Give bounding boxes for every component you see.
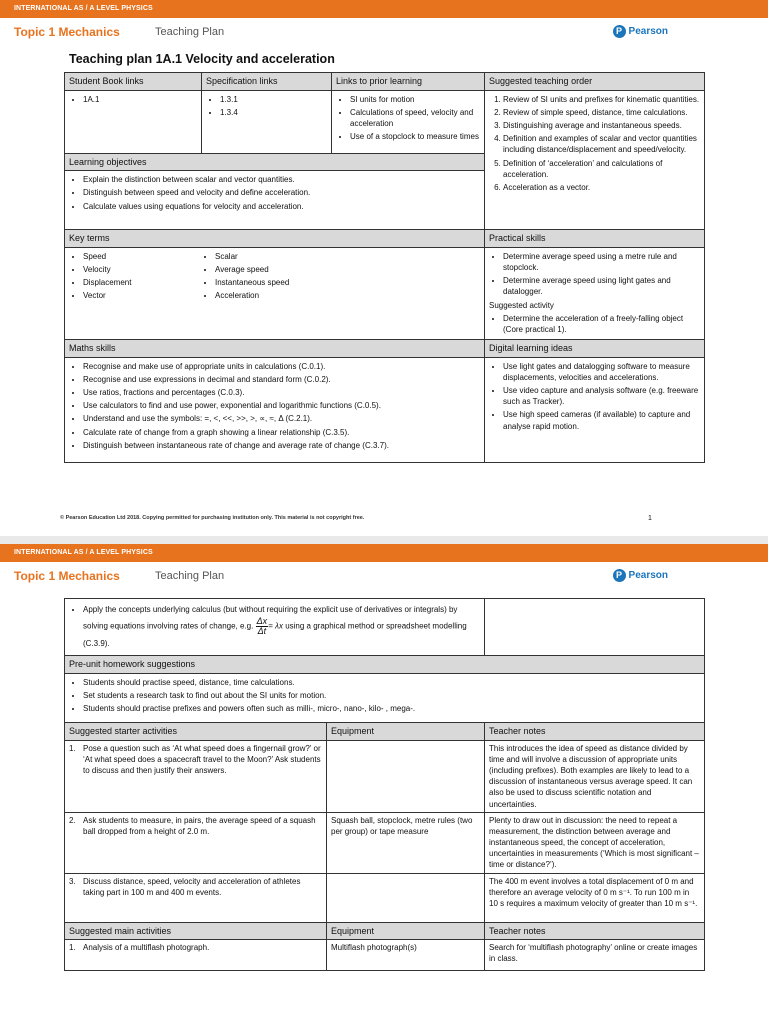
key-term: • Average speed xyxy=(215,264,333,275)
pearson-logo-icon: P xyxy=(613,25,626,38)
table-row xyxy=(65,812,705,873)
teaching-plan-label: Teaching Plan xyxy=(155,26,225,38)
fraction-denominator: Δt xyxy=(257,626,267,637)
starter-notes: The 400 m event involves a total displacement of 0 m and therefore an average velocity of 0 m s⁻¹. To run 100 m in 10 s requires a maximum velocity of greater than 10 m s⁻¹. xyxy=(485,873,705,922)
fraction-numerator: Δx xyxy=(256,616,268,627)
course-banner: INTERNATIONAL AS / A LEVEL PHYSICS xyxy=(0,0,768,18)
teaching-step: 3. Distinguishing average and instantaneous speeds. xyxy=(503,120,700,131)
pearson-logo xyxy=(613,569,668,582)
suggested-activity-label: Suggested activity xyxy=(489,300,554,310)
spec-link: • 1.3.4 xyxy=(220,107,327,118)
digital-idea: • Use light gates and datalogging software to measure displacements, velocities and accelerations. xyxy=(503,361,700,383)
main-notes: Search for ‘multiflash photography’ online or create images in class. xyxy=(485,940,705,971)
practical-skill: • Determine average speed using a metre rule and stopclock. xyxy=(503,251,700,273)
starter-activity-cell xyxy=(65,812,327,873)
teaching-step: 6. Acceleration as a vector. xyxy=(503,182,700,193)
practical-header: Practical skills xyxy=(485,230,705,248)
book-links-header: Student Book links xyxy=(65,73,202,91)
starter-activities-header: Suggested starter activities xyxy=(65,722,327,740)
pearson-logo-text: Pearson xyxy=(628,26,668,37)
table-row xyxy=(65,940,705,971)
starter-equipment xyxy=(327,740,485,812)
table-row xyxy=(65,740,705,812)
maths-skill: • Use ratios, fractions and percentages (C.0.3). xyxy=(83,387,480,398)
book-link: • 1A.1 xyxy=(83,94,197,105)
teaching-step: 4. Definition and examples of scalar and vector quantities including distance/displacement and speed/velocity. xyxy=(503,133,700,155)
starter-notes: This introduces the idea of speed as distance divided by time and will involve a discussion of appropriate units (including prefixes). Both examples are likely to lead to a discussion of instantaneous versus average speed. It can also be used to discuss scientific notation and uncertainties. xyxy=(485,740,705,812)
prior-links-header: Links to prior learning xyxy=(332,73,485,91)
starter-equipment xyxy=(327,873,485,922)
calculus-text-a: Apply the concepts underlying calculus (but without requiring the explicit use of derivatives or integrals) by solving equations involving rates of change, e.g. xyxy=(83,605,458,631)
maths-skill: • Use calculators to find and use power, exponential and logarithmic functions (C.0.5). xyxy=(83,400,480,411)
key-term: • Velocity xyxy=(83,264,201,275)
maths-skill: • Recognise and make use of appropriate units in calculations (C.0.1). xyxy=(83,361,480,372)
main-activity-cell xyxy=(65,940,327,971)
key-terms-header: Key terms xyxy=(65,230,485,248)
maths-skill: • Understand and use the symbols: =, <, <<, >>, >, ∝, ≈, Δ (C.2.1). xyxy=(83,413,480,424)
topic-title: Topic 1 Mechanics xyxy=(14,25,120,39)
digital-cell xyxy=(485,357,705,462)
starter-activity: Pose a question such as ‘At what speed does a fingernail grow?’ or ‘At what speed does a spacecraft travel to the Moon?’ Ask students to discuss and then justify their answers. xyxy=(83,743,321,775)
pearson-logo-text: Pearson xyxy=(628,570,668,581)
main-number: 1. xyxy=(69,943,76,953)
digital-idea: • Use high speed cameras (if available) to capture and analyse rapid motion. xyxy=(503,409,700,431)
spec-links-cell xyxy=(202,90,332,153)
key-term: • Instantaneous speed xyxy=(215,277,333,288)
starter-activity-cell xyxy=(65,740,327,812)
calculus-equation: = λx xyxy=(268,621,283,631)
starter-number: 2. xyxy=(69,815,76,825)
key-term: • Acceleration xyxy=(215,290,333,301)
objective: • Distinguish between speed and velocity and define acceleration. xyxy=(83,187,480,198)
page-header xyxy=(0,18,768,46)
maths-skill: • Calculate rate of change from a graph showing a linear relationship (C.3.5). xyxy=(83,427,480,438)
starter-equipment-header: Equipment xyxy=(327,722,485,740)
key-term: • Displacement xyxy=(83,277,201,288)
suggested-activity: • Determine the acceleration of a freely-falling object (Core practical 1). xyxy=(503,313,700,335)
course-banner: INTERNATIONAL AS / A LEVEL PHYSICS xyxy=(0,544,768,562)
key-term: • Speed xyxy=(83,251,201,262)
key-terms-cell xyxy=(65,247,485,339)
maths-skill xyxy=(83,602,480,651)
practical-cell xyxy=(485,247,705,339)
digital-header: Digital learning ideas xyxy=(485,340,705,358)
teaching-order-cell xyxy=(485,90,705,230)
starter-activity: Discuss distance, speed, velocity and acceleration of athletes taking part in 100 m and 400 m events. xyxy=(83,876,301,897)
starter-equipment: Squash ball, stopclock, metre rules (two per group) or tape measure xyxy=(327,812,485,873)
objective: • Explain the distinction between scalar and vector quantities. xyxy=(83,174,480,185)
page-number: 1 xyxy=(648,515,652,522)
homework-item: • Students should practise speed, distance, time calculations. xyxy=(83,677,700,688)
calculus-cell xyxy=(65,599,485,656)
prior-link: • SI units for motion xyxy=(350,94,480,105)
prior-links-cell xyxy=(332,90,485,153)
empty-cell xyxy=(485,599,705,656)
digital-idea: • Use video capture and analysis software (e.g. freeware such as Tracker). xyxy=(503,385,700,407)
objectives-cell xyxy=(65,171,485,230)
homework-item: • Students should practise prefixes and powers often such as milli-, micro-, nano-, kilo- , mega-. xyxy=(83,703,700,714)
spec-link: • 1.3.1 xyxy=(220,94,327,105)
topic-title: Topic 1 Mechanics xyxy=(14,569,120,583)
teaching-step: 5. Definition of ‘acceleration’ and calculations of acceleration. xyxy=(503,158,700,180)
objectives-header: Learning objectives xyxy=(65,153,485,171)
key-term: • Vector xyxy=(83,290,201,301)
spec-links-header: Specification links xyxy=(202,73,332,91)
page-header xyxy=(0,562,768,590)
homework-item: • Set students a research task to find out about the SI units for motion. xyxy=(83,690,700,701)
objective: • Calculate values using equations for velocity and acceleration. xyxy=(83,201,480,212)
table-row xyxy=(65,873,705,922)
starter-number: 1. xyxy=(69,743,76,753)
homework-header: Pre-unit homework suggestions xyxy=(65,656,705,674)
main-activity: Analysis of a multiflash photograph. xyxy=(83,943,210,953)
activities-table xyxy=(64,598,705,971)
practical-skill: • Determine average speed using light gates and datalogger. xyxy=(503,275,700,297)
starter-notes-header: Teacher notes xyxy=(485,722,705,740)
page-2 xyxy=(0,544,768,1024)
calculus-text-b: using a graphical method or spreadsheet modelling (C.3.9). xyxy=(83,621,467,649)
teaching-step: 1. Review of SI units and prefixes for kinematic quantities. xyxy=(503,94,700,105)
starter-number: 3. xyxy=(69,876,76,886)
key-term: • Scalar xyxy=(215,251,333,262)
maths-header: Maths skills xyxy=(65,340,485,358)
starter-notes: Plenty to draw out in discussion: the need to repeat a measurement, the distinction between average and instantaneous speed, the concept of acceleration, uncertainties in measurements (‘Which is most significant – time or distance?’). xyxy=(485,812,705,873)
main-equipment: Multiflash photograph(s) xyxy=(327,940,485,971)
main-equipment-header: Equipment xyxy=(327,922,485,940)
starter-activity-cell xyxy=(65,873,327,922)
maths-skill: • Distinguish between instantaneous rate of change and average rate of change (C.3.7). xyxy=(83,440,480,451)
pearson-logo xyxy=(613,25,668,38)
prior-link: • Use of a stopclock to measure times xyxy=(350,131,480,142)
maths-cell xyxy=(65,357,485,462)
main-notes-header: Teacher notes xyxy=(485,922,705,940)
pearson-logo-icon: P xyxy=(613,569,626,582)
starter-activity: Ask students to measure, in pairs, the average speed of a squash ball dropped from a height of 2.0 m. xyxy=(83,815,316,836)
teaching-plan-label: Teaching Plan xyxy=(155,570,225,582)
teaching-order-header: Suggested teaching order xyxy=(485,73,705,91)
prior-link: • Calculations of speed, velocity and acceleration xyxy=(350,107,480,129)
book-links-cell xyxy=(65,90,202,153)
homework-cell xyxy=(65,673,705,722)
main-activities-header: Suggested main activities xyxy=(65,922,327,940)
plan-table xyxy=(64,72,705,463)
page-title: Teaching plan 1A.1 Velocity and acceleration xyxy=(69,52,335,66)
copyright-footer: © Pearson Education Ltd 2018. Copying permitted for purchasing institution only. This material is not copyright free. xyxy=(60,515,365,521)
delta-fraction xyxy=(256,617,269,636)
maths-skill: • Recognise and use expressions in decimal and standard form (C.0.2). xyxy=(83,374,480,385)
teaching-step: 2. Review of simple speed, distance, time calculations. xyxy=(503,107,700,118)
